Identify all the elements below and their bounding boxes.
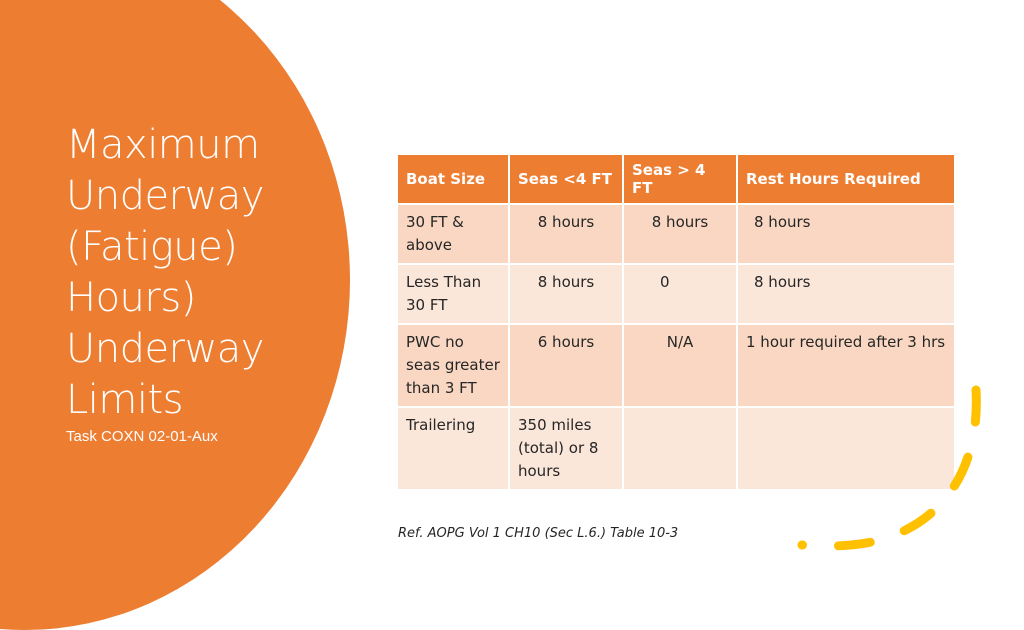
- table-cell: N/A: [624, 325, 736, 406]
- table-cell: 8 hours: [510, 265, 622, 323]
- table-cell: 8 hours: [738, 265, 954, 323]
- table-cell: Trailering: [398, 408, 508, 489]
- table-cell: 350 miles (total) or 8 hours: [510, 408, 622, 489]
- table-header-cell: Rest Hours Required: [738, 155, 954, 203]
- reference-note: Ref. AOPG Vol 1 CH10 (Sec L.6.) Table 10-3: [398, 526, 679, 541]
- slide-title: [66, 120, 326, 426]
- table-cell: [624, 408, 736, 489]
- table-cell: 8 hours: [510, 205, 622, 263]
- title-line: (Fatigue): [66, 224, 238, 270]
- table-cell: 6 hours: [510, 325, 622, 406]
- table-cell: Less Than 30 FT: [398, 265, 508, 323]
- title-line: Underway: [66, 326, 264, 372]
- table-header-row: [398, 155, 954, 203]
- table-row: [398, 265, 954, 323]
- title-line: Hours): [66, 275, 196, 321]
- title-line: Maximum: [66, 122, 260, 168]
- slide-subtitle: Task COXN 02-01-Aux: [66, 428, 218, 445]
- table-header-cell: Boat Size: [398, 155, 508, 203]
- title-block: [66, 120, 326, 445]
- table-cell: 8 hours: [624, 205, 736, 263]
- table-header-cell: Seas <4 FT: [510, 155, 622, 203]
- dashed-curve-decoration: [790, 380, 1024, 570]
- table-cell: 30 FT & above: [398, 205, 508, 263]
- table-header-cell: Seas > 4 FT: [624, 155, 736, 203]
- title-line: Underway: [66, 173, 264, 219]
- table-row: [398, 205, 954, 263]
- title-line: Limits: [66, 377, 183, 423]
- table-cell: 0: [624, 265, 736, 323]
- table-cell: 1 hour required after 3 hrs: [738, 325, 954, 406]
- table-cell: 8 hours: [738, 205, 954, 263]
- table-cell: PWC no seas greater than 3 FT: [398, 325, 508, 406]
